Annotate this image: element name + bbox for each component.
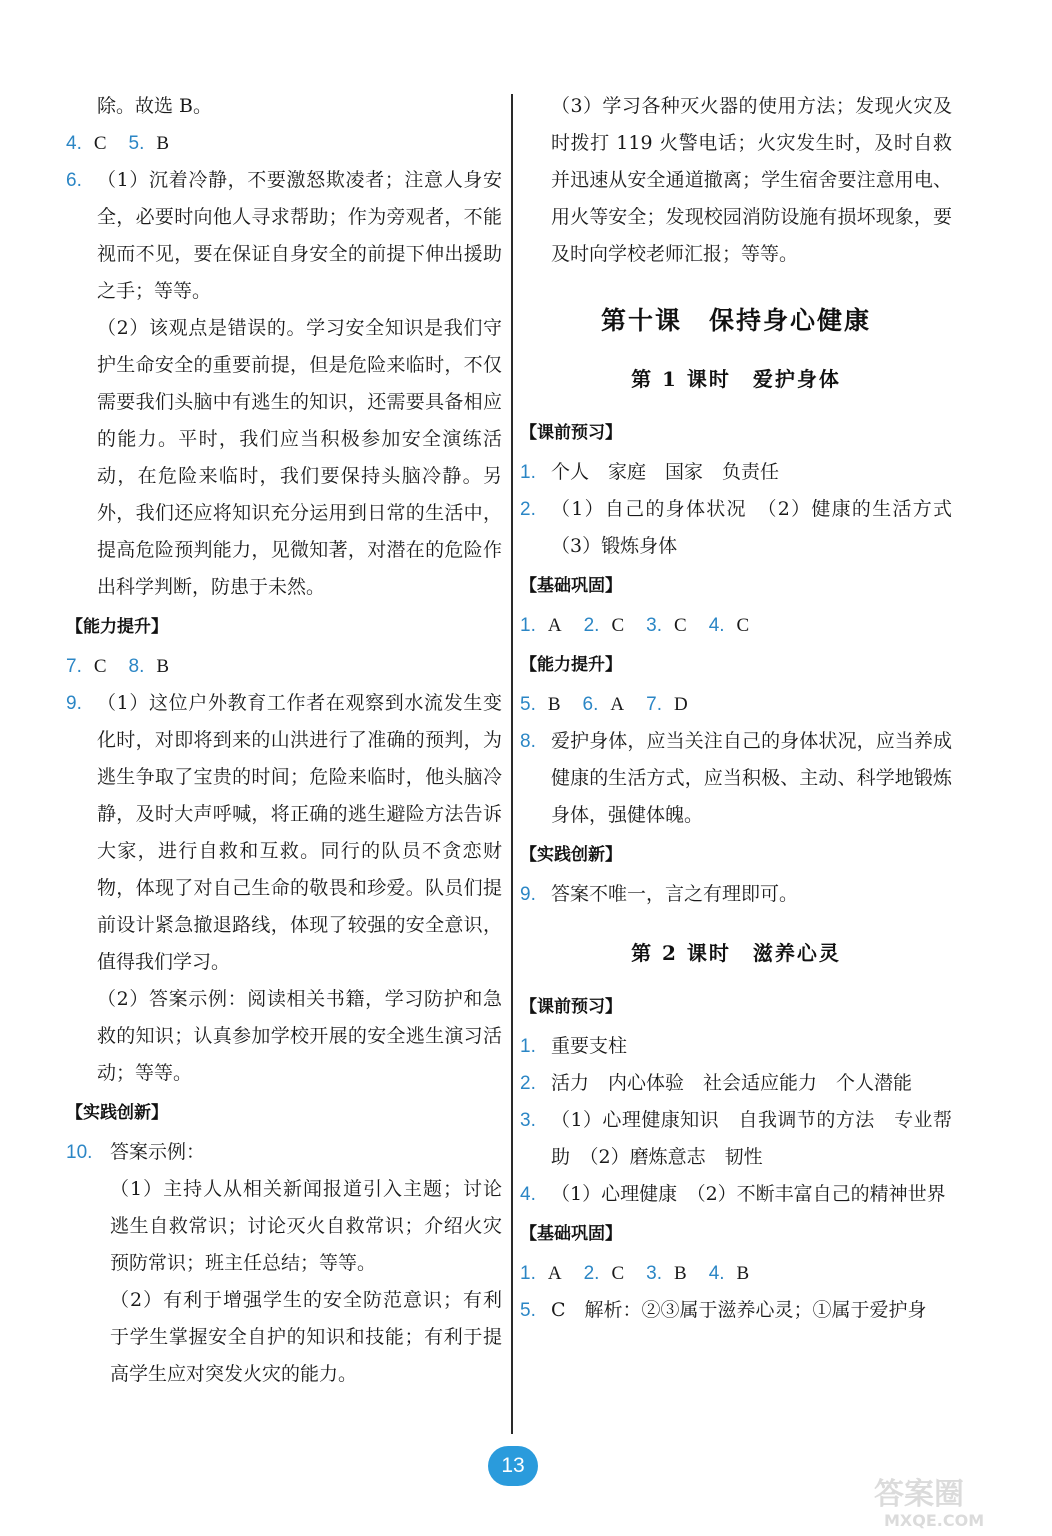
p2-section-basic: 【基础巩固】	[520, 1224, 622, 1244]
q6-part1: （1）沉着冷静，不要激怒欺凌者；注意人身安全，必要时向他人寻求帮助；作为旁观者，不能视而不见，要在保证自身安全的前提下伸出援助之手；等等。	[97, 169, 502, 302]
p2-q5-text: C 解析：②③属于滋养心灵；①属于爱护身	[551, 1299, 927, 1321]
p2-answers-1-4	[520, 1255, 952, 1292]
section-ability: 【能力提升】	[66, 617, 168, 637]
p1-b4-answer: C	[736, 615, 750, 636]
svg-text:答案圈: 答案圈	[874, 1477, 964, 1512]
p2-b3-answer: B	[674, 1263, 687, 1284]
p1-q9	[520, 876, 952, 913]
left-column	[66, 88, 502, 1393]
q5-number: 5.	[128, 133, 145, 154]
p1-b3-number: 3.	[646, 615, 662, 636]
p1-answers-5-7	[520, 686, 952, 723]
page-number-badge: 13	[488, 1446, 538, 1486]
q7-answer: C	[93, 656, 107, 677]
p2-q3-number: 3.	[520, 1110, 536, 1131]
continued-answer: 除。故选 B。	[97, 95, 213, 117]
p2-q2	[520, 1065, 952, 1102]
q4-number: 4.	[66, 133, 82, 154]
p1-section-preview: 【课前预习】	[520, 423, 622, 443]
p1-q8-number: 8.	[520, 731, 536, 752]
answers-4-5	[66, 125, 502, 162]
p2-b1-number: 1.	[520, 1263, 536, 1284]
p1-a7-answer: D	[674, 694, 688, 715]
p1-q8-text: 爱护身体，应当关注自己的身体状况，应当养成健康的生活方式，应当积极、主动、科学地锻炼身体，强健体魄。	[551, 730, 952, 826]
q8-number: 8.	[128, 656, 145, 677]
q5-answer: B	[156, 133, 170, 154]
p2-section-preview: 【课前预习】	[520, 997, 622, 1017]
period2-title: 第 2 课时 滋养心灵	[631, 941, 841, 965]
p1-a7-number: 7.	[646, 694, 662, 715]
p1-section-ability: 【能力提升】	[520, 655, 622, 675]
p1-a6-answer: A	[610, 694, 625, 715]
p1-b4-number: 4.	[708, 615, 725, 636]
svg-text:MXQE.COM: MXQE.COM	[884, 1511, 985, 1530]
answers-7-8	[66, 648, 502, 685]
q7-number: 7.	[66, 656, 82, 677]
watermark-logo-icon	[864, 1470, 1042, 1530]
question-6	[66, 162, 502, 310]
p1-answers-1-4	[520, 607, 952, 644]
p1-b2-answer: C	[611, 615, 625, 636]
p2-q5	[520, 1292, 952, 1329]
q6-part2: （2）该观点是错误的。学习安全知识是我们守护生命安全的重要前提，但是危险来临时，不仅需要我们头脑中有逃生的知识，还需要具备相应的能力。平时，我们应当积极参加安全演练活动，在危险来临时，我们要保持头脑冷静。另外，我们还应将知识充分运用到日常的生活中，提高危险预判能力，见微知著，对潜在的危险作出科学判断，防患于未然。	[97, 317, 502, 598]
q4-answer: C	[93, 133, 107, 154]
p1-b1-number: 1.	[520, 615, 536, 636]
p2-q2-number: 2.	[520, 1073, 536, 1094]
column-divider	[511, 94, 513, 1434]
p2-q1-text: 重要支柱	[551, 1035, 628, 1057]
p2-q4-text: （1）心理健康 （2）不断丰富自己的精神世界	[551, 1183, 946, 1205]
p2-q4-number: 4.	[520, 1184, 536, 1205]
p2-b1-answer: A	[547, 1263, 562, 1284]
p1-section-basic: 【基础巩固】	[520, 576, 622, 596]
q9-number: 9.	[66, 693, 82, 714]
period1-title: 第 1 课时 爱护身体	[631, 367, 841, 391]
lesson-title: 第十课 保持身心健康	[600, 306, 871, 335]
p2-b4-answer: B	[736, 1263, 750, 1284]
p1-q9-number: 9.	[520, 884, 536, 905]
p1-q1-text: 个人 家庭 国家 负责任	[551, 461, 780, 483]
question-9	[66, 685, 502, 981]
p2-b2-answer: C	[611, 1263, 625, 1284]
p1-q8	[520, 723, 952, 834]
p2-b3-number: 3.	[646, 1263, 662, 1284]
p1-q2-text: （1）自己的身体状况 （2）健康的生活方式 （3）锻炼身体	[551, 498, 972, 557]
p1-a5-answer: B	[547, 694, 561, 715]
p1-q2	[520, 491, 972, 565]
q6-number: 6.	[66, 170, 82, 191]
p1-q9-text: 答案不唯一，言之有理即可。	[551, 883, 799, 905]
p1-b1-answer: A	[547, 615, 562, 636]
p1-a5-number: 5.	[520, 694, 536, 715]
p2-b2-number: 2.	[583, 1263, 600, 1284]
p1-q1-number: 1.	[520, 462, 536, 483]
right-column	[520, 88, 972, 1329]
section-practice: 【实践创新】	[66, 1103, 168, 1123]
p1-b3-answer: C	[674, 615, 687, 636]
p2-q4	[520, 1176, 952, 1213]
p1-section-practice: 【实践创新】	[520, 845, 622, 865]
q10-head: 答案示例：	[110, 1141, 206, 1163]
p1-a6-number: 6.	[582, 694, 599, 715]
q10-part1: （1）主持人从相关新闻报道引入主题；讨论逃生自救常识；讨论灭火自救常识；介绍火灾预防常识；班主任总结；等等。	[110, 1178, 502, 1274]
continued-answer-3: （3）学习各种灭火器的使用方法；发现火灾及时拨打 119 火警电话；火灾发生时，及时自救并迅速从安全通道撤离；学生宿舍要注意用电、用火等安全；发现校园消防设施有损坏现象，要及时向学校老师汇报；等等。	[551, 95, 952, 265]
p1-q2-number: 2.	[520, 499, 536, 520]
p2-q2-text: 活力 内心体验 社会适应能力 个人潜能	[551, 1072, 913, 1094]
p2-q3	[520, 1102, 952, 1176]
q10-part2: （2）有利于增强学生的安全防范意识；有利于学生掌握安全自护的知识和技能；有利于提高学生应对突发火灾的能力。	[110, 1289, 502, 1385]
p2-q1	[520, 1028, 952, 1065]
q9-part1: （1）这位户外教育工作者在观察到水流发生变化时，对即将到来的山洪进行了准确的预判，为逃生争取了宝贵的时间；危险来临时，他头脑冷静，及时大声呼喊，将正确的逃生避险方法告诉大家，进行自救和互救。同行的队员不贪恋财物，体现了对自己生命的敬畏和珍爱。队员们提前设计紧急撤退路线，体现了较强的安全意识，值得我们学习。	[97, 692, 502, 973]
q8-answer: B	[156, 656, 170, 677]
p1-q1	[520, 454, 952, 491]
p1-b2-number: 2.	[583, 615, 600, 636]
q9-part2: （2）答案示例：阅读相关书籍，学习防护和急救的知识；认真参加学校开展的安全逃生演习活动；等等。	[97, 988, 502, 1084]
p2-q1-number: 1.	[520, 1036, 536, 1057]
p2-q5-number: 5.	[520, 1300, 536, 1321]
p2-q3-text: （1）心理健康知识 自我调节的方法 专业帮助 （2）磨炼意志 韧性	[551, 1109, 952, 1168]
q10-number: 10.	[66, 1142, 93, 1163]
p2-b4-number: 4.	[708, 1263, 725, 1284]
question-10	[66, 1134, 502, 1171]
